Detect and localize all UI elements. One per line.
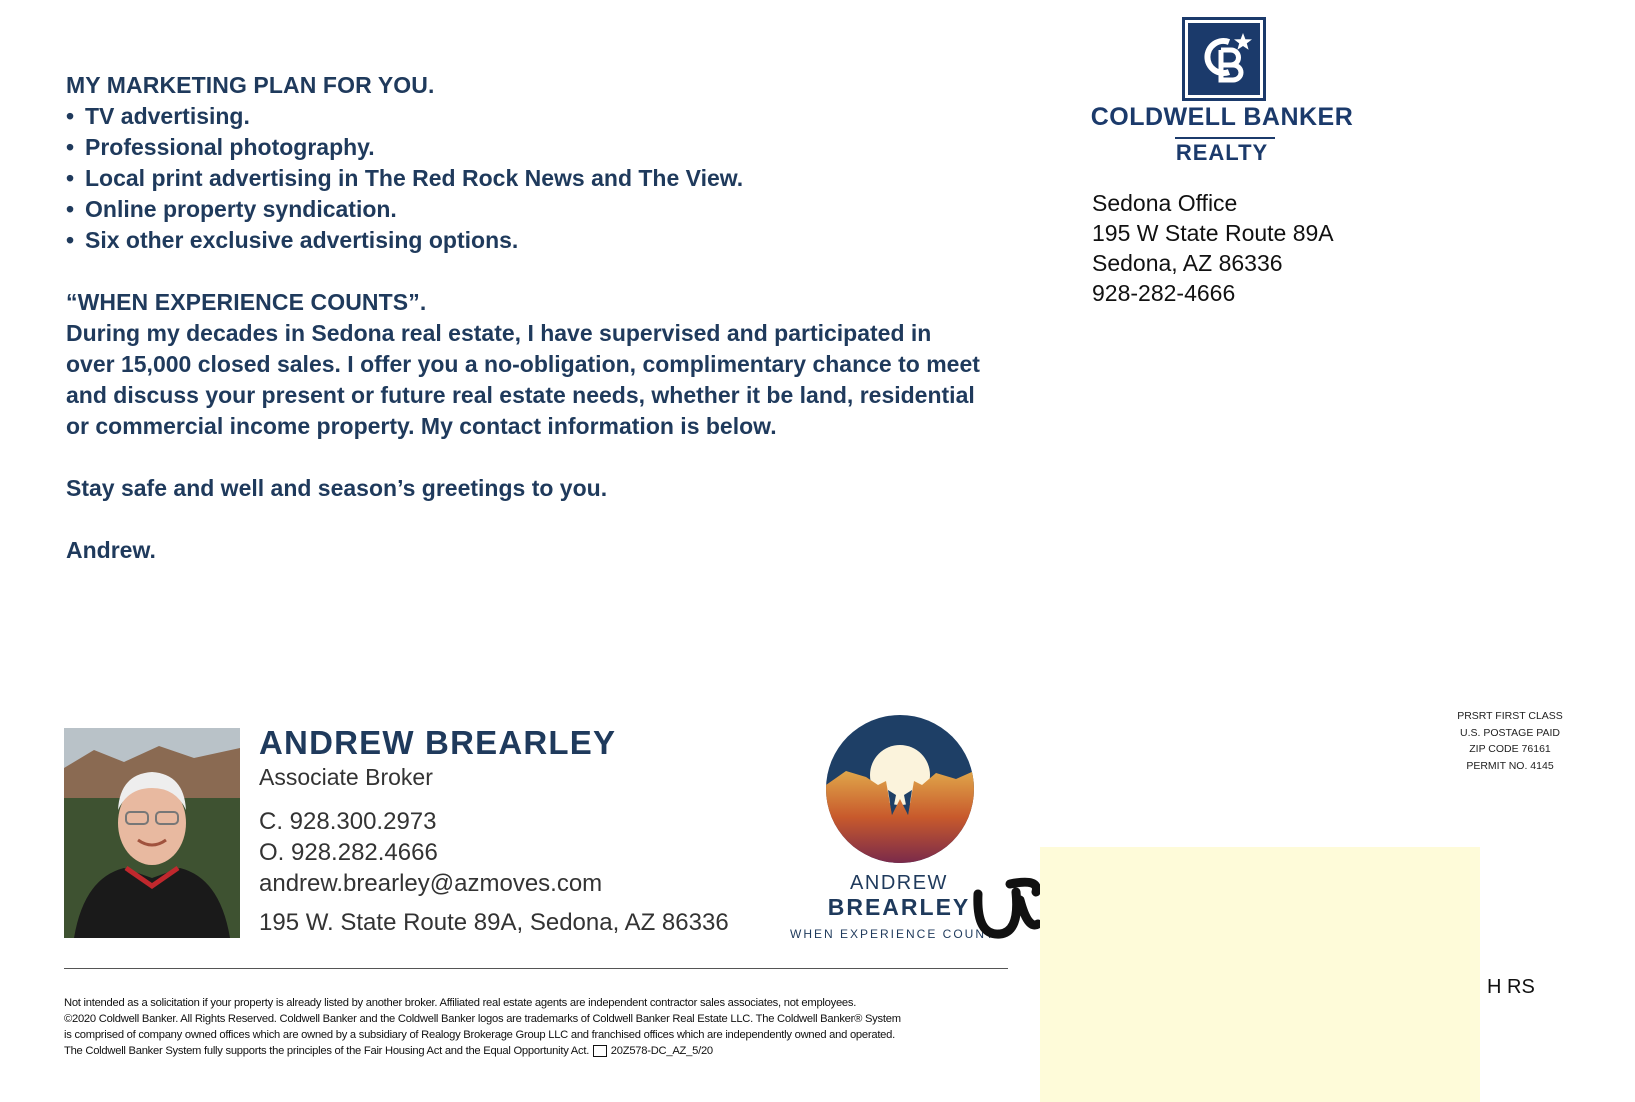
brand-sub: REALTY bbox=[1175, 140, 1269, 165]
address-label-sticker bbox=[1040, 847, 1480, 1102]
logo-first-name: ANDREW bbox=[850, 872, 948, 894]
agent-office-phone: O. 928.282.4666 bbox=[259, 839, 438, 866]
disclaimer-line: The Coldwell Banker System fully supports the principles of the Fair Housing Act and the Equal Opportunity Act. bbox=[64, 1045, 590, 1057]
disclaimer-line: is comprised of company owned offices which are owned by a subsidiary of Realogy Brokerage Group LLC and franchised offices which are independently owned and operated. bbox=[64, 1029, 895, 1041]
experience-line: During my decades in Sedona real estate, I have supervised and participated in bbox=[66, 320, 932, 346]
cb-logo-icon bbox=[1182, 17, 1266, 101]
brand-divider bbox=[1175, 137, 1275, 139]
postage-line: ZIP CODE 76161 bbox=[1469, 743, 1551, 755]
agent-contact bbox=[259, 806, 602, 899]
disclaimer-code: 20Z578-DC_AZ_5/20 bbox=[610, 1045, 713, 1057]
legal-disclaimer bbox=[64, 995, 994, 1059]
equal-housing-icon bbox=[593, 1045, 607, 1057]
agent-address: 195 W. State Route 89A, Sedona, AZ 86336 bbox=[259, 909, 729, 936]
greeting: Stay safe and well and season’s greetings to you. bbox=[66, 475, 608, 501]
disclaimer-line: Not intended as a solicitation if your property is already listed by another broker. Affiliated real estate agents are independent contractor sales associates, not employees. bbox=[64, 997, 857, 1009]
postage-line: PERMIT NO. 4145 bbox=[1466, 759, 1554, 772]
signoff: Andrew. bbox=[66, 537, 156, 563]
experience-line: and discuss your present or future real estate needs, whether it be land, residential bbox=[66, 382, 975, 408]
plan-list bbox=[66, 101, 1056, 256]
logo-last-name: BREARLEY bbox=[827, 894, 971, 920]
label-text-fragment: H RS bbox=[1487, 976, 1535, 998]
disclaimer-line: ©2020 Coldwell Banker. All Rights Reserved. Coldwell Banker and the Coldwell Banker logos are trademarks of Coldwell Banker Real Estate LLC. The Coldwell Banker® System bbox=[64, 1013, 901, 1025]
brand-name: COLDWELL BANKER bbox=[1090, 103, 1354, 131]
experience-line: over 15,000 closed sales. I offer you a no-obligation, complimentary chance to meet bbox=[66, 351, 980, 377]
plan-item: • Local print advertising in The Red Rock News and The View. bbox=[66, 163, 1056, 194]
moon-mountain-logo-icon bbox=[826, 715, 974, 863]
postage-indicia bbox=[1445, 708, 1575, 774]
agent-title: Associate Broker bbox=[259, 764, 433, 790]
experience-line: or commercial income property. My contact information is below. bbox=[66, 413, 777, 439]
divider bbox=[64, 968, 1008, 969]
agent-email: andrew.brearley@azmoves.com bbox=[259, 870, 603, 897]
plan-item: • Six other exclusive advertising options. bbox=[66, 225, 1056, 256]
plan-heading: MY MARKETING PLAN FOR YOU. bbox=[66, 72, 435, 98]
postage-line: PRSRT FIRST CLASS bbox=[1457, 710, 1563, 722]
plan-item: • TV advertising. bbox=[66, 101, 1056, 132]
agent-cell: C. 928.300.2973 bbox=[259, 808, 437, 835]
agent-photo bbox=[64, 728, 240, 938]
office-line: Sedona, AZ 86336 bbox=[1092, 250, 1283, 276]
office-line: Sedona Office bbox=[1092, 190, 1238, 216]
plan-item: • Professional photography. bbox=[66, 132, 1056, 163]
plan-item: • Online property syndication. bbox=[66, 194, 1056, 225]
marker-scribble bbox=[970, 874, 1042, 944]
marketing-letter bbox=[66, 70, 1056, 566]
experience-heading: “WHEN EXPERIENCE COUNTS”. bbox=[66, 289, 427, 315]
postage-line: U.S. POSTAGE PAID bbox=[1460, 726, 1560, 739]
agent-name: ANDREW BREARLEY bbox=[259, 724, 617, 761]
logo-tagline: WHEN EXPERIENCE COUNTS bbox=[790, 927, 1006, 941]
office-address bbox=[1092, 188, 1334, 308]
office-line: 928-282-4666 bbox=[1092, 280, 1236, 306]
office-line: 195 W State Route 89A bbox=[1092, 220, 1334, 246]
